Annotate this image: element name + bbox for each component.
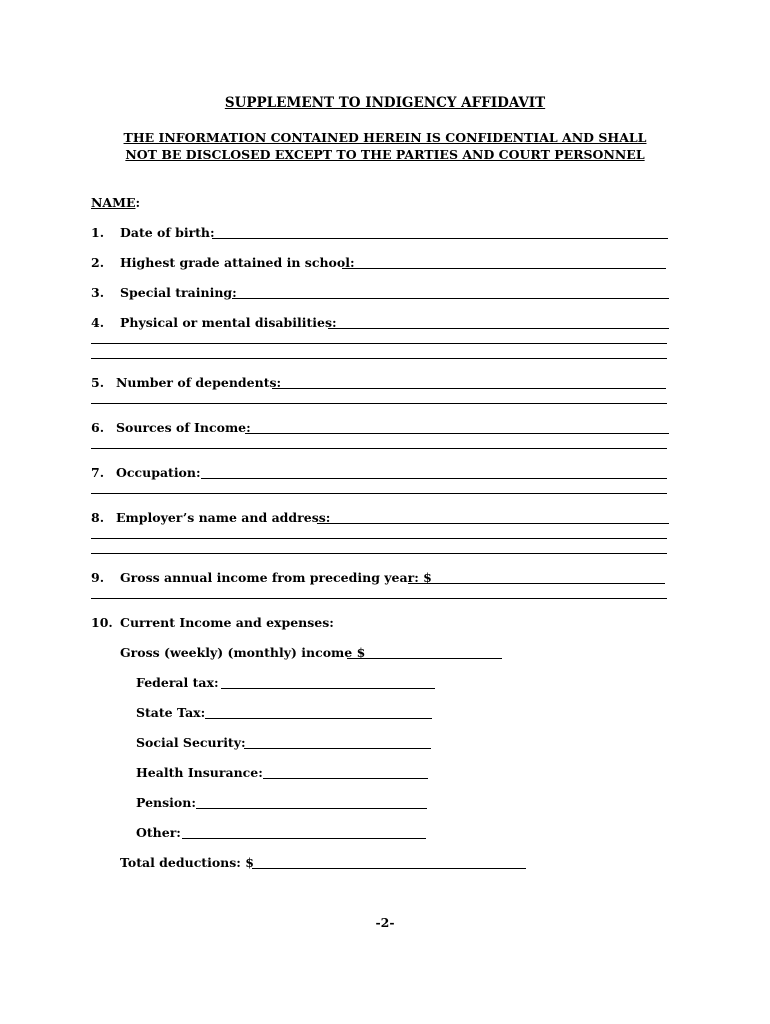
- health-insurance-line[interactable]: [263, 778, 428, 779]
- gross-income-label: Gross (weekly) (monthly) income $: [120, 645, 366, 660]
- pension-label: Pension:: [136, 795, 196, 810]
- item-6-label: Sources of Income:: [116, 420, 251, 435]
- total-deductions-label: Total deductions: $: [120, 855, 254, 870]
- special-training-line[interactable]: [232, 298, 669, 299]
- item-10-label: Current Income and expenses:: [120, 615, 334, 630]
- item-4-label: Physical or mental disabilities:: [120, 315, 337, 330]
- occupation-line-1[interactable]: [201, 478, 667, 479]
- highest-grade-line[interactable]: [342, 268, 666, 269]
- name-colon: :: [135, 195, 141, 210]
- total-deductions-line[interactable]: [252, 868, 526, 869]
- dependents-line-2[interactable]: [91, 403, 667, 404]
- dependents-line-1[interactable]: [272, 388, 666, 389]
- document-title: SUPPLEMENT TO INDIGENCY AFFIDAVIT: [224, 95, 546, 111]
- item-2-label: Highest grade attained in school:: [120, 255, 355, 270]
- date-of-birth-line[interactable]: [212, 238, 668, 239]
- name-label: NAME: [91, 195, 136, 210]
- social-security-label: Social Security:: [136, 735, 246, 750]
- item-9-number: 9.: [91, 570, 105, 585]
- sources-of-income-line-1[interactable]: [245, 433, 669, 434]
- confidential-notice-line-1: THE INFORMATION CONTAINED HEREIN IS CONFIDENTIAL AND SHALL: [123, 130, 647, 145]
- item-9-label: Gross annual income from preceding year: $: [120, 570, 432, 585]
- state-tax-label: State Tax:: [136, 705, 206, 720]
- employer-line-3[interactable]: [91, 553, 667, 554]
- employer-line-1[interactable]: [317, 523, 669, 524]
- item-10-number: 10.: [91, 615, 113, 630]
- item-8-number: 8.: [91, 510, 105, 525]
- name-field: [91, 196, 140, 210]
- sources-of-income-line-2[interactable]: [91, 448, 667, 449]
- page-number: -2-: [375, 915, 395, 930]
- disabilities-line-3[interactable]: [91, 358, 667, 359]
- disabilities-line-1[interactable]: [328, 328, 669, 329]
- disabilities-line-2[interactable]: [91, 343, 667, 344]
- occupation-line-2[interactable]: [91, 493, 667, 494]
- employer-line-2[interactable]: [91, 538, 667, 539]
- item-6-number: 6.: [91, 420, 105, 435]
- item-3-number: 3.: [91, 285, 105, 300]
- pension-line[interactable]: [196, 808, 427, 809]
- item-3-label: Special training:: [120, 285, 237, 300]
- item-5-number: 5.: [91, 375, 105, 390]
- federal-tax-line[interactable]: [221, 688, 435, 689]
- social-security-line[interactable]: [244, 748, 431, 749]
- item-7-label: Occupation:: [116, 465, 201, 480]
- other-label: Other:: [136, 825, 181, 840]
- item-1-number: 1.: [91, 225, 105, 240]
- gross-annual-income-line-1[interactable]: [408, 583, 665, 584]
- health-insurance-label: Health Insurance:: [136, 765, 263, 780]
- item-4-number: 4.: [91, 315, 105, 330]
- item-5-label: Number of dependents:: [116, 375, 282, 390]
- item-2-number: 2.: [91, 255, 105, 270]
- item-7-number: 7.: [91, 465, 105, 480]
- other-line[interactable]: [182, 838, 426, 839]
- federal-tax-label: Federal tax:: [136, 675, 219, 690]
- gross-annual-income-line-2[interactable]: [91, 598, 667, 599]
- item-8-label: Employer’s name and address:: [116, 510, 331, 525]
- state-tax-line[interactable]: [205, 718, 432, 719]
- item-1-label: Date of birth:: [120, 225, 215, 240]
- gross-income-line[interactable]: [347, 658, 502, 659]
- confidential-notice-line-2: NOT BE DISCLOSED EXCEPT TO THE PARTIES AND COURT PERSONNEL: [125, 147, 645, 162]
